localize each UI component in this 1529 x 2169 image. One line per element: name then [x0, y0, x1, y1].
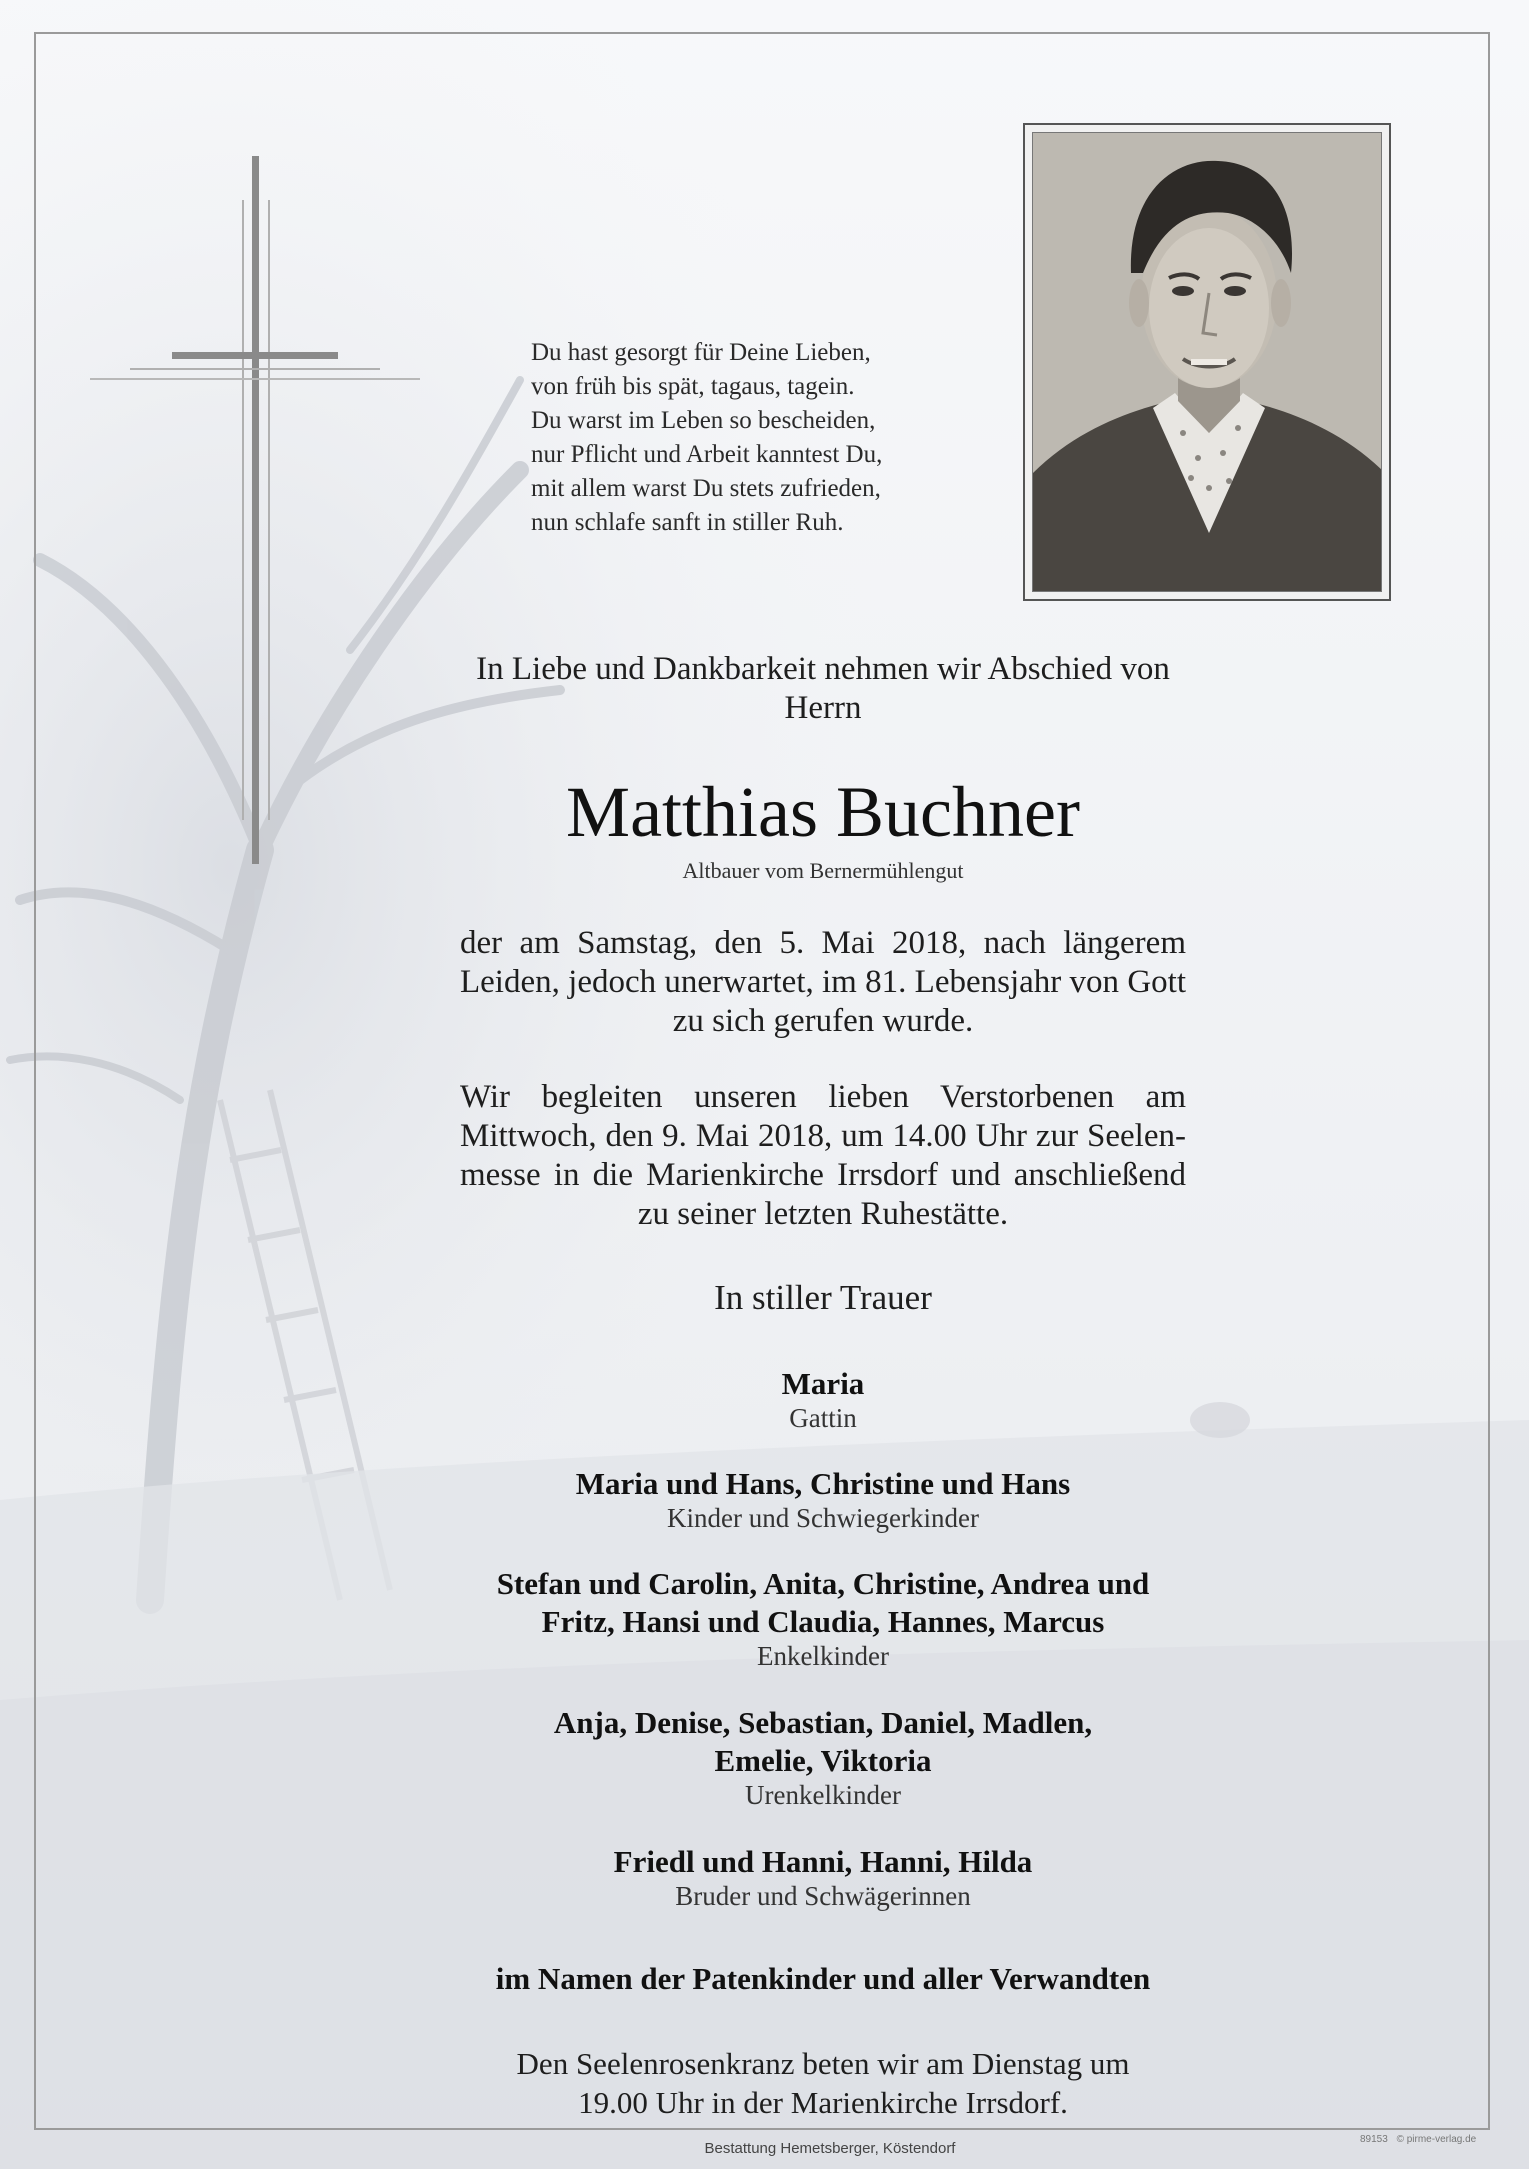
intro-line: Herrn: [784, 690, 862, 726]
intro-text: [460, 650, 1186, 728]
poem-line: von früh bis spät, tagaus, tagein.: [531, 373, 855, 400]
intro-line: In Liebe und Dankbarkeit nehmen wir Abschied von: [476, 651, 1170, 687]
mourner-names: Maria und Hans, Christine und Hans: [575, 1466, 1071, 1501]
mourner-names: Stefan und Carolin, Anita, Christine, Andrea und: [496, 1566, 1150, 1601]
mourner-names: Fritz, Hansi und Claudia, Hannes, Marcus: [541, 1604, 1105, 1639]
funeral-details: Wir begleiten unseren lieben Verstorbenen am Mittwoch, den 9. Mai 2018, um 14.00 Uhr zur Seelen-messe in die Marienkirche Irrsdorf und anschließend zu seiner letzten Ruhestätte.: [460, 1079, 1186, 1232]
mourning-title: In stiller Trauer: [714, 1278, 932, 1317]
mourner-names: Anja, Denise, Sebastian, Daniel, Madlen,: [553, 1705, 1093, 1740]
poem-line: nun schlafe sanft in stiller Ruh.: [531, 509, 844, 536]
mourner-group: [460, 1465, 1186, 1534]
portrait-frame: [1023, 123, 1391, 601]
poem-line: Du hast gesorgt für Deine Lieben,: [531, 339, 871, 366]
rosary-line: 19.00 Uhr in der Marienkirche Irrsdorf.: [578, 2085, 1068, 2120]
mourner-names: Emelie, Viktoria: [714, 1743, 932, 1778]
mourner-role: Gattin: [789, 1403, 857, 1433]
mourner-names: Friedl und Hanni, Hanni, Hilda: [613, 1844, 1033, 1879]
portrait-photo: [1032, 132, 1382, 592]
poem-line: nur Pflicht und Arbeit kanntest Du,: [531, 441, 883, 468]
mourner-group: [460, 1565, 1186, 1672]
poem-line: Du warst im Leben so bescheiden,: [531, 407, 876, 434]
rosary-notice: [460, 2044, 1186, 2122]
closing-line: im Namen der Patenkinder und aller Verwandten: [495, 1961, 1151, 1996]
cross-icon: [0, 0, 420, 880]
poem-line: mit allem warst Du stets zufrieden,: [531, 475, 881, 502]
undertaker-credit: Bestattung Hemetsberger, Köstendorf: [704, 2140, 956, 2157]
deceased-name: Matthias Buchner: [566, 772, 1080, 852]
mourner-role: Bruder und Schwägerinnen: [675, 1881, 971, 1911]
document-code: 89153: [1360, 2134, 1388, 2145]
mourner-names: Maria: [781, 1366, 865, 1401]
mourner-group: [460, 1704, 1186, 1811]
mourner-group: [460, 1843, 1186, 1912]
poem: [531, 336, 961, 540]
publisher-credit: © pirme-verlag.de: [1396, 2134, 1477, 2145]
print-code: [1360, 2134, 1482, 2145]
rosary-line: Den Seelenrosenkranz beten wir am Dienstag um: [516, 2046, 1130, 2081]
deceased-title: Altbauer vom Bernermühlengut: [682, 858, 964, 883]
mourner-group: [460, 1365, 1186, 1434]
mourner-role: Kinder und Schwiegerkinder: [667, 1503, 979, 1533]
mourner-role: Urenkelkinder: [745, 1780, 901, 1810]
death-announcement: der am Samstag, den 5. Mai 2018, nach längerem Leiden, jedoch unerwartet, im 81. Lebensjahr von Gott zu sich gerufen wurde.: [460, 925, 1186, 1039]
mourner-role: Enkelkinder: [757, 1641, 889, 1671]
